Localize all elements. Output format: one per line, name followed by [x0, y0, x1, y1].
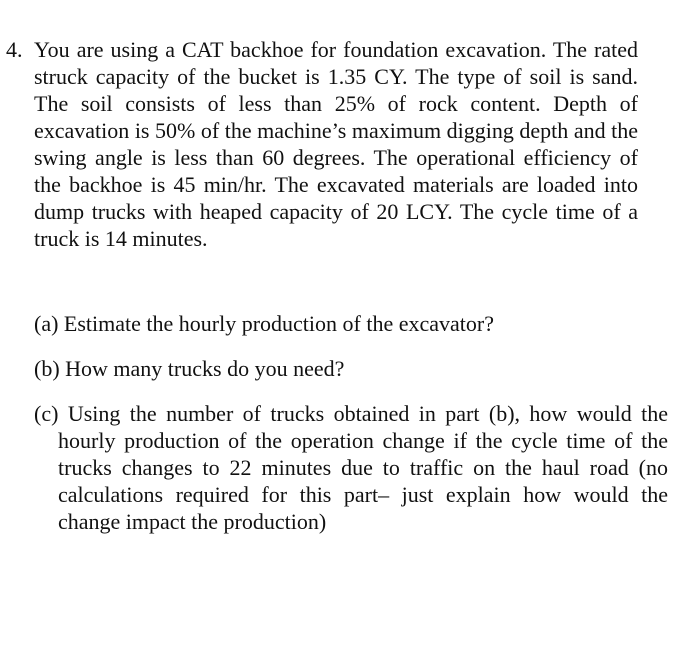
part-c: (c) Using the number of trucks obtained in part (b), how would the hourly production of the operation change if the cycle time of the trucks changes to 22 minutes due to traffic on the haul road (no calculations required for this part– just explain how would the change impact the production): [34, 401, 668, 534]
problem-4: [0, 36, 700, 252]
part-b: (b) How many trucks do you need?: [34, 356, 345, 381]
problem-number: 4.: [6, 37, 23, 62]
problem-stem: [0, 36, 700, 252]
part-a: (a) Estimate the hourly production of the excavator?: [34, 311, 494, 336]
problem-stem-text: You are using a CAT backhoe for foundation excavation. The rated struck capacity of the bucket is 1.35 CY. The type of soil is sand. The soil consists of less than 25% of rock content. Depth of excavation is 50% of the machine’s maximum digging depth and the swing angle is less than 60 degrees. The operational efficiency of the backhoe is 45 min/hr. The excavated materials are loaded into dump trucks with heaped capacity of 20 LCY. The cycle time of a truck is 14 minutes.: [34, 37, 638, 251]
